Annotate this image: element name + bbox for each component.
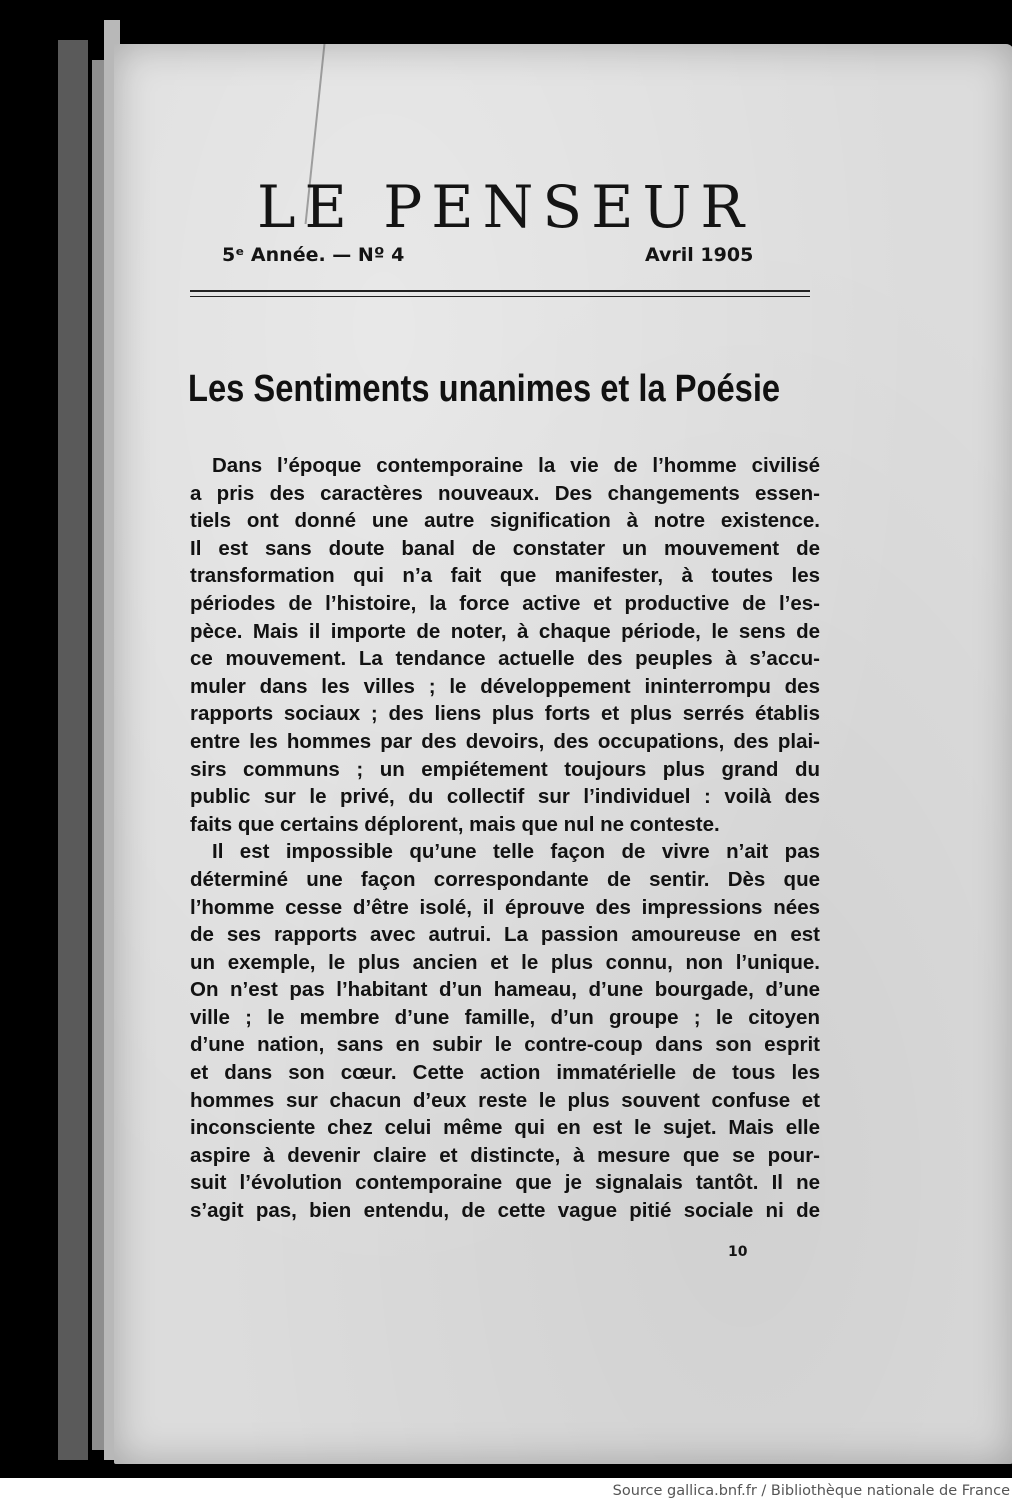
masthead: LE PENSEUR [256, 173, 754, 241]
text-line: ce mouvement. La tendance actuelle des peuples à s’accu- [190, 647, 820, 671]
article-body [190, 452, 820, 1225]
article-title: Les Sentiments unanimes et la Poésie [188, 368, 781, 410]
text-line: et dans son cœur. Cette action immatérielle de tous les [190, 1061, 820, 1085]
text-line: déterminé une façon correspondante de sentir. Dès que [190, 867, 820, 891]
text-line: sirs communs ; un empiétement toujours plus grand du [190, 757, 820, 781]
text-line: tiels ont donné une autre signification à notre existence. [190, 509, 820, 533]
text-line: a pris des caractères nouveaux. Des changements essen- [190, 481, 820, 505]
text-line: transformation qui n’a fait que manifester, à toutes les [190, 564, 820, 588]
text-line: rapports sociaux ; des liens plus forts et plus serrés établis [190, 702, 820, 726]
right-margin [1012, 0, 1024, 1478]
issue-date: Avril 1905 [645, 244, 754, 266]
text-line: ville ; le membre d’une famille, d’un groupe ; le citoyen [190, 1005, 820, 1029]
text-line: pèce. Mais il importe de noter, à chaque période, le sens de [190, 619, 820, 643]
binding-edge [58, 40, 88, 1460]
page-number: 10 [728, 1244, 748, 1260]
text-line: muler dans les villes ; le développement ininterrompu des [190, 674, 820, 698]
text-line: l’homme cesse d’être isolé, il éprouve des impressions nées [190, 895, 820, 919]
text-line: aspire à devenir claire et distincte, à mesure que se pour- [190, 1143, 820, 1167]
text-line: périodes de l’histoire, la force active et productive de l’es- [190, 591, 820, 615]
issue-number: 5ᵉ Année. — Nº 4 [222, 244, 405, 266]
header-rule-thin [190, 296, 810, 297]
text-line: de ses rapports avec autrui. La passion amoureuse en est [190, 923, 820, 947]
source-attribution: Source gallica.bnf.fr / Bibliothèque nationale de France [612, 1483, 1010, 1499]
text-line: d’une nation, sans en subir le contre-coup dans son esprit [190, 1033, 820, 1057]
text-line: inconsciente chez celui même qui en est le sujet. Mais elle [190, 1116, 820, 1140]
text-line: s’agit pas, bien entendu, de cette vague pitié sociale ni de [190, 1199, 820, 1223]
text-line: entre les hommes par des devoirs, des occupations, des plai- [190, 729, 820, 753]
text-line: un exemple, le plus ancien et le plus connu, non l’unique. [190, 950, 820, 974]
text-line: public sur le privé, du collectif sur l’individuel : voilà des [190, 785, 820, 809]
text-line: faits que certains déplorent, mais que nul ne conteste. [190, 812, 720, 836]
text-line: hommes sur chacun d’eux reste le plus souvent confuse et [190, 1088, 820, 1112]
text-line: Il est impossible qu’une telle façon de vivre n’ait pas [212, 840, 820, 864]
text-line: Il est sans doute banal de constater un mouvement de [190, 536, 820, 560]
header-rule [190, 290, 810, 292]
text-line: On n’est pas l’habitant d’un hameau, d’une bourgade, d’une [190, 978, 820, 1002]
text-line: Dans l’époque contemporaine la vie de l’homme civilisé [212, 454, 820, 477]
text-line: suit l’évolution contemporaine que je signalais tantôt. Il ne [190, 1171, 820, 1195]
